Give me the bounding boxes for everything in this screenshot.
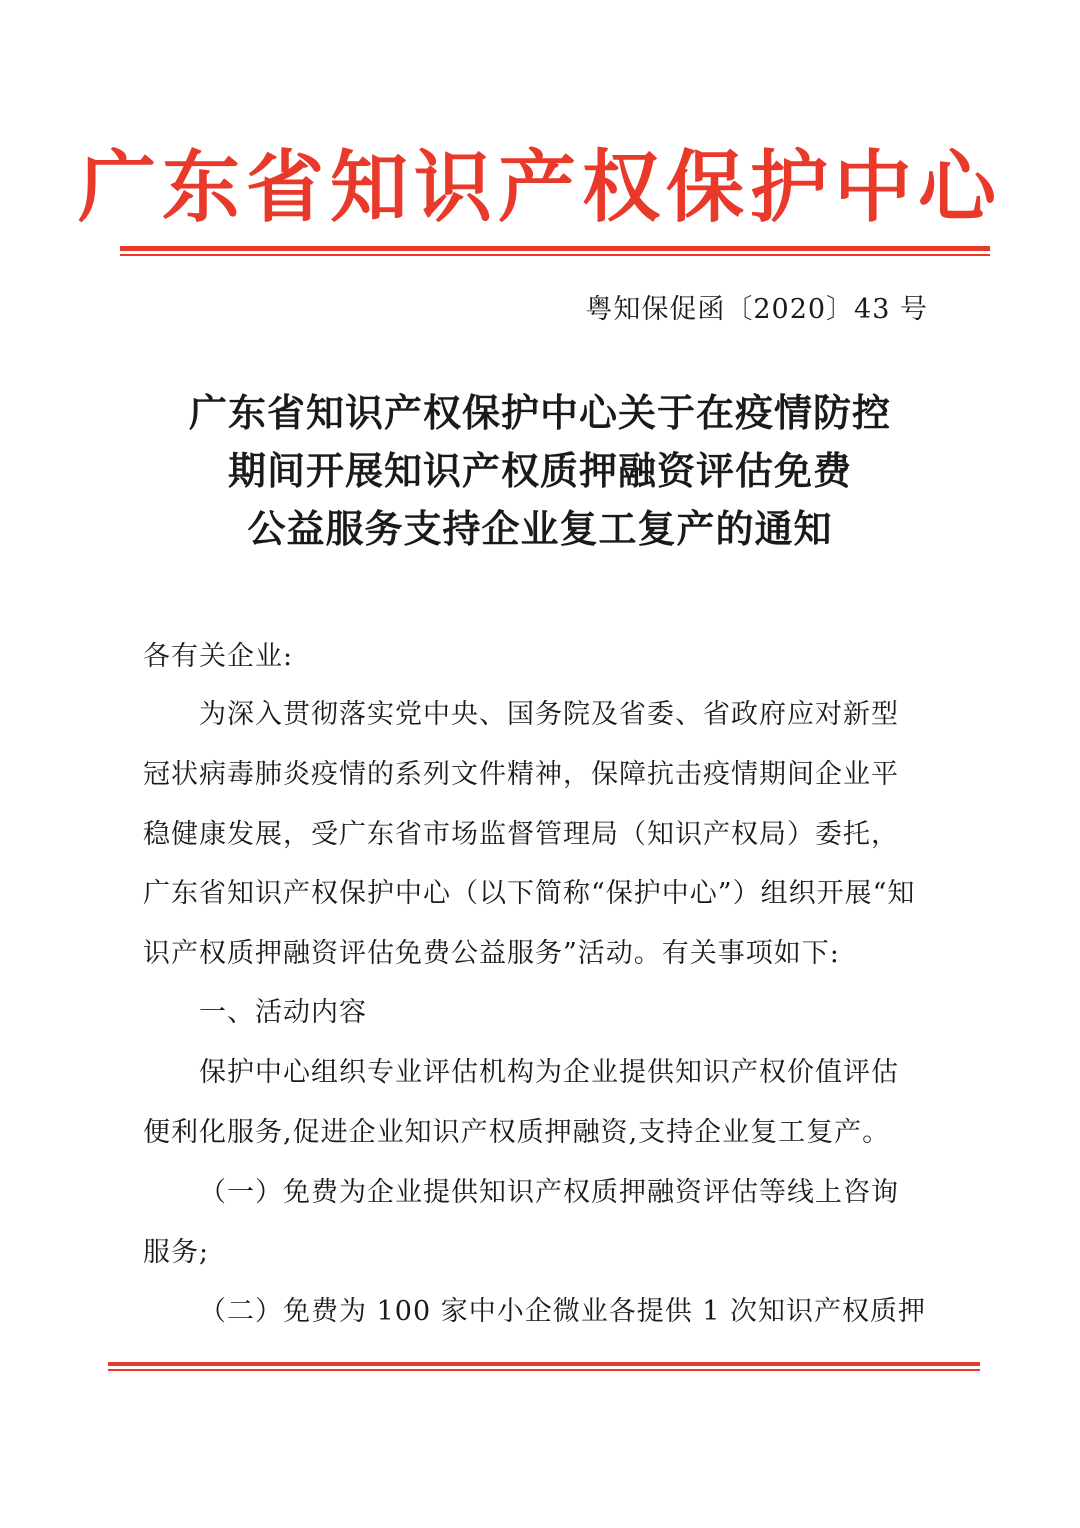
paragraph-line: 稳健康发展，受广东省市场监督管理局（知识产权局）委托，	[143, 819, 899, 850]
footer-divider-thin	[108, 1369, 980, 1371]
paragraph-line: 便利化服务,促进企业知识产权质押融资,支持企业复工复产。	[143, 1117, 891, 1148]
list-item-line: 服务;	[143, 1237, 210, 1268]
paragraph-line: 冠状病毒肺炎疫情的系列文件精神，保障抗击疫情期间企业平	[143, 759, 899, 790]
list-item-line: （一）免费为企业提供知识产权质押融资评估等线上咨询	[199, 1177, 899, 1208]
paragraph-line: 为深入贯彻落实党中央、国务院及省委、省政府应对新型	[199, 699, 899, 730]
document-number: 粤知保促函〔2020〕43 号	[585, 294, 928, 325]
footer-divider-thick	[108, 1362, 980, 1366]
document-title	[0, 384, 1080, 558]
section-heading: 一、活动内容	[199, 997, 367, 1028]
paragraph-line: 识产权质押融资评估免费公益服务”活动。有关事项如下:	[143, 938, 840, 969]
masthead-divider-thin	[120, 254, 990, 256]
paragraph-line: 保护中心组织专业评估机构为企业提供知识产权价值评估	[199, 1057, 899, 1088]
title-line: 广东省知识产权保护中心关于在疫情防控	[188, 391, 891, 435]
masthead-divider-thick	[120, 246, 990, 251]
title-line: 期间开展知识产权质押融资评估免费	[227, 449, 852, 493]
paragraph-line: 广东省知识产权保护中心（以下简称“保护中心”）组织开展“知	[143, 878, 916, 909]
masthead-title: 广东省知识产权保护中心	[77, 143, 1002, 233]
list-item-line: （二）免费为 100 家中小企微业各提供 1 次知识产权质押	[199, 1296, 927, 1327]
title-line: 公益服务支持企业复工复产的通知	[247, 507, 833, 551]
salutation: 各有关企业:	[143, 641, 294, 672]
